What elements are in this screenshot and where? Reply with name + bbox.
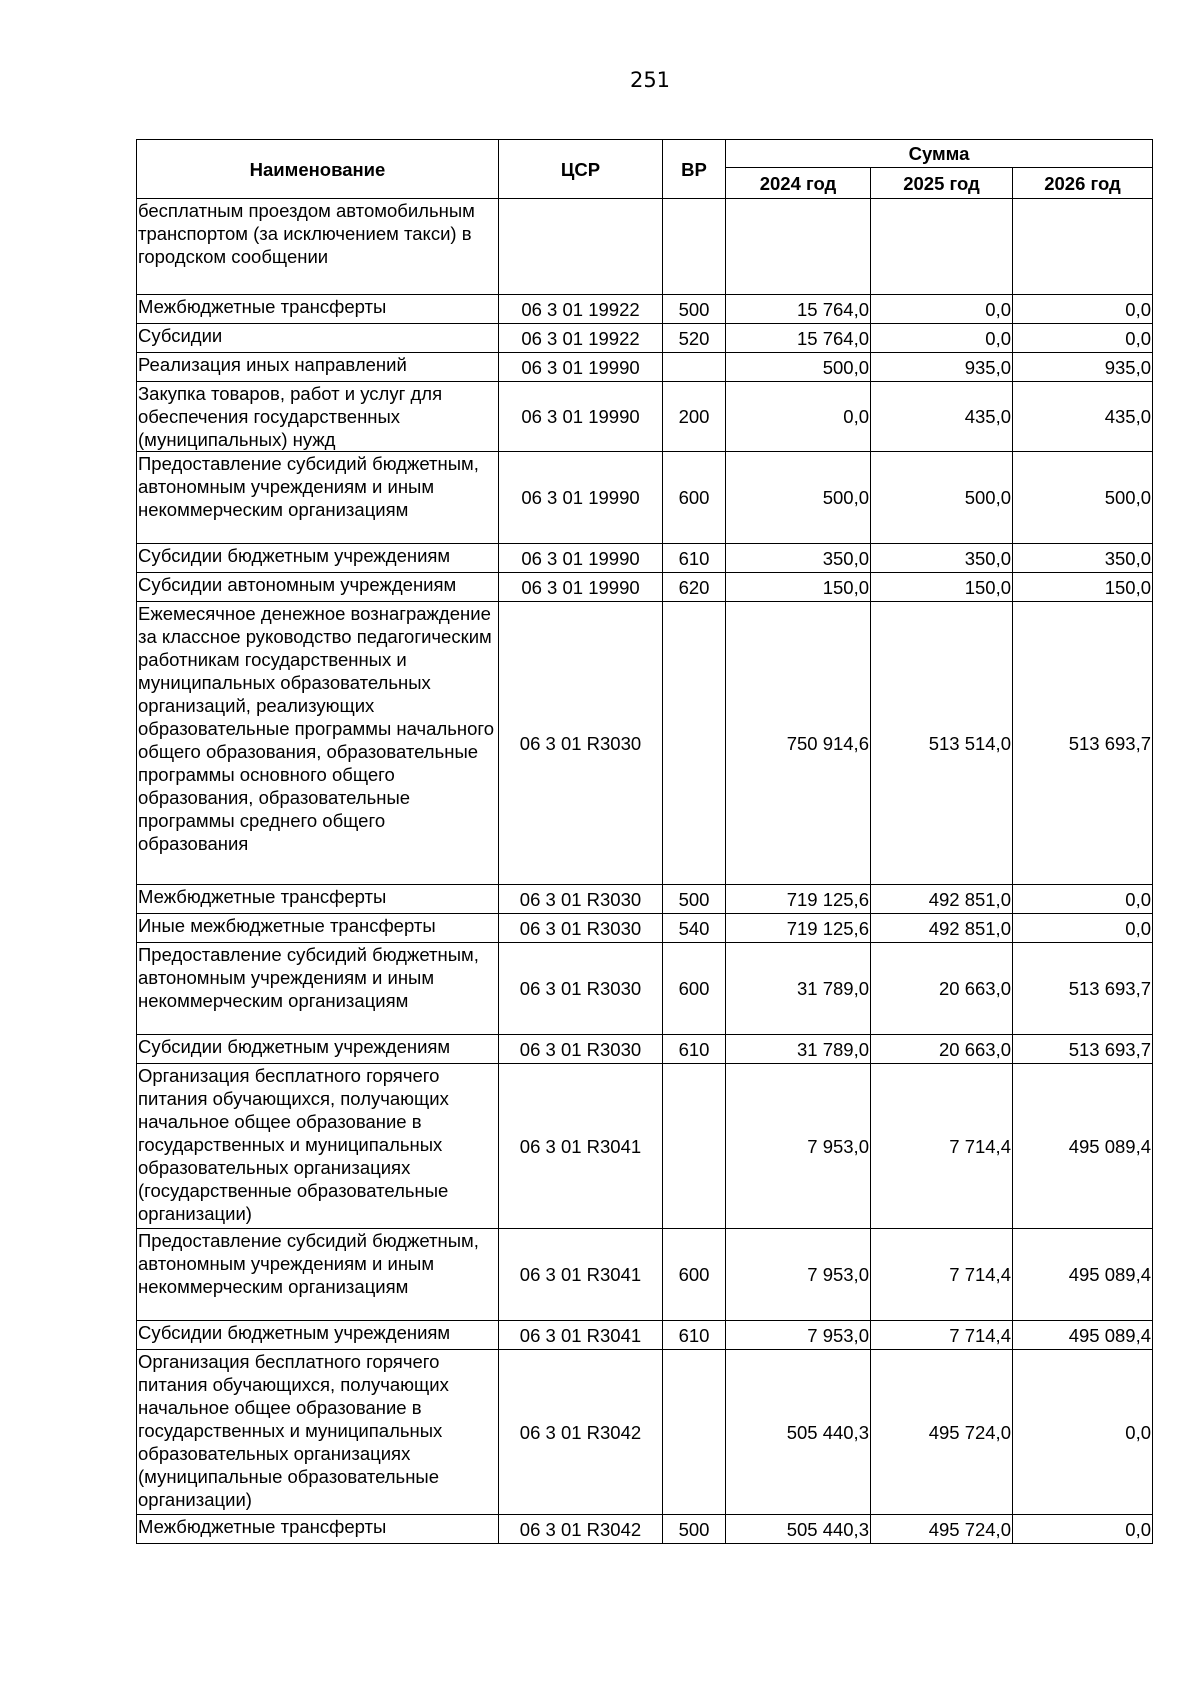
row-amount-2025: 0,0 [871, 295, 1013, 324]
row-name: бесплатным проездом автомобильным транспортом (за исключением такси) в городском сообщении [137, 199, 499, 295]
table-row [137, 1035, 1153, 1064]
row-amount-2026: 500,0 [1013, 452, 1153, 544]
row-amount-2025: 495 724,0 [871, 1515, 1013, 1544]
row-vr [663, 199, 726, 295]
row-amount-2026: 0,0 [1013, 1350, 1153, 1515]
row-amount-2024: 150,0 [726, 573, 871, 602]
row-amount-2024: 31 789,0 [726, 1035, 871, 1064]
row-name: Субсидии бюджетным учреждениям [137, 544, 499, 573]
row-amount-2025: 513 514,0 [871, 602, 1013, 885]
row-name: Межбюджетные трансферты [137, 295, 499, 324]
table-row [137, 452, 1153, 544]
row-name: Организация бесплатного горячего питания обучающихся, получающих начальное общее образование в государственных и муниципальных образовательных организациях (государственные образовательные организации) [137, 1064, 499, 1229]
row-csr: 06 3 01 19922 [499, 295, 663, 324]
row-csr: 06 3 01 19990 [499, 353, 663, 382]
row-amount-2026: 435,0 [1013, 382, 1153, 452]
row-vr: 500 [663, 1515, 726, 1544]
row-amount-2025 [871, 199, 1013, 295]
row-amount-2024: 350,0 [726, 544, 871, 573]
row-vr: 620 [663, 573, 726, 602]
row-name: Субсидии [137, 324, 499, 353]
row-amount-2025: 935,0 [871, 353, 1013, 382]
row-amount-2025: 495 724,0 [871, 1350, 1013, 1515]
table-row [137, 943, 1153, 1035]
row-amount-2025: 492 851,0 [871, 885, 1013, 914]
table-row [137, 1321, 1153, 1350]
row-amount-2025: 500,0 [871, 452, 1013, 544]
row-vr [663, 602, 726, 885]
table-row [137, 885, 1153, 914]
row-amount-2026: 495 089,4 [1013, 1229, 1153, 1321]
row-amount-2026: 495 089,4 [1013, 1064, 1153, 1229]
row-amount-2024: 505 440,3 [726, 1515, 871, 1544]
row-amount-2024: 500,0 [726, 353, 871, 382]
header-year-2025: 2025 год [871, 168, 1013, 199]
header-csr: ЦСР [499, 140, 663, 199]
table-row [137, 324, 1153, 353]
row-amount-2026: 0,0 [1013, 295, 1153, 324]
row-amount-2025: 150,0 [871, 573, 1013, 602]
row-amount-2026: 0,0 [1013, 324, 1153, 353]
row-vr: 520 [663, 324, 726, 353]
row-amount-2025: 20 663,0 [871, 943, 1013, 1035]
row-csr: 06 3 01 19990 [499, 573, 663, 602]
table-row [137, 1229, 1153, 1321]
row-csr: 06 3 01 19922 [499, 324, 663, 353]
row-csr: 06 3 01 19990 [499, 452, 663, 544]
row-csr [499, 199, 663, 295]
row-vr: 610 [663, 1321, 726, 1350]
row-csr: 06 3 01 19990 [499, 382, 663, 452]
row-amount-2026: 150,0 [1013, 573, 1153, 602]
row-name: Организация бесплатного горячего питания обучающихся, получающих начальное общее образование в государственных и муниципальных образовательных организациях (муниципальные образовательные организации) [137, 1350, 499, 1515]
row-csr: 06 3 01 R3041 [499, 1064, 663, 1229]
row-amount-2024: 31 789,0 [726, 943, 871, 1035]
row-vr: 600 [663, 1229, 726, 1321]
row-csr: 06 3 01 R3030 [499, 914, 663, 943]
row-amount-2026: 935,0 [1013, 353, 1153, 382]
row-csr: 06 3 01 R3042 [499, 1515, 663, 1544]
row-vr: 610 [663, 544, 726, 573]
row-name: Межбюджетные трансферты [137, 1515, 499, 1544]
table-row [137, 1515, 1153, 1544]
row-amount-2025: 435,0 [871, 382, 1013, 452]
row-csr: 06 3 01 R3030 [499, 602, 663, 885]
row-vr: 540 [663, 914, 726, 943]
page-number: 251 [629, 68, 671, 92]
header-year-2026: 2026 год [1013, 168, 1153, 199]
row-amount-2024: 719 125,6 [726, 914, 871, 943]
row-amount-2024: 719 125,6 [726, 885, 871, 914]
row-csr: 06 3 01 R3041 [499, 1321, 663, 1350]
row-vr: 200 [663, 382, 726, 452]
row-name: Субсидии автономным учреждениям [137, 573, 499, 602]
row-vr: 610 [663, 1035, 726, 1064]
row-vr [663, 1064, 726, 1229]
budget-table [136, 139, 1153, 1544]
row-amount-2026: 513 693,7 [1013, 943, 1153, 1035]
row-name: Предоставление субсидий бюджетным, автономным учреждениям и иным некоммерческим организациям [137, 943, 499, 1035]
row-amount-2025: 350,0 [871, 544, 1013, 573]
row-amount-2024: 750 914,6 [726, 602, 871, 885]
table-row [137, 295, 1153, 324]
table-row [137, 1064, 1153, 1229]
header-row-top [137, 140, 1153, 168]
row-amount-2025: 492 851,0 [871, 914, 1013, 943]
row-name: Ежемесячное денежное вознаграждение за классное руководство педагогическим работникам государственных и муниципальных образовательных организаций, реализующих образовательные программы начального общего образования, образовательные программы основного общего образования, образовательные программы среднего общего образования [137, 602, 499, 885]
row-name: Предоставление субсидий бюджетным, автономным учреждениям и иным некоммерческим организациям [137, 452, 499, 544]
row-csr: 06 3 01 19990 [499, 544, 663, 573]
row-amount-2026: 0,0 [1013, 885, 1153, 914]
row-amount-2024 [726, 199, 871, 295]
row-vr: 500 [663, 885, 726, 914]
row-name: Закупка товаров, работ и услуг для обеспечения государственных (муниципальных) нужд [137, 382, 499, 452]
row-vr [663, 1350, 726, 1515]
row-name: Иные межбюджетные трансферты [137, 914, 499, 943]
row-amount-2026 [1013, 199, 1153, 295]
table-body [137, 199, 1153, 1544]
row-amount-2026: 0,0 [1013, 914, 1153, 943]
row-vr [663, 353, 726, 382]
table-row [137, 573, 1153, 602]
row-amount-2026: 0,0 [1013, 1515, 1153, 1544]
row-amount-2026: 513 693,7 [1013, 1035, 1153, 1064]
row-amount-2024: 7 953,0 [726, 1064, 871, 1229]
row-csr: 06 3 01 R3041 [499, 1229, 663, 1321]
row-amount-2024: 505 440,3 [726, 1350, 871, 1515]
row-vr: 600 [663, 943, 726, 1035]
row-name: Субсидии бюджетным учреждениям [137, 1321, 499, 1350]
table-row [137, 1350, 1153, 1515]
table-row [137, 914, 1153, 943]
row-amount-2026: 350,0 [1013, 544, 1153, 573]
row-amount-2024: 500,0 [726, 452, 871, 544]
row-amount-2024: 15 764,0 [726, 295, 871, 324]
row-name: Реализация иных направлений [137, 353, 499, 382]
header-sum: Сумма [726, 140, 1153, 168]
row-name: Межбюджетные трансферты [137, 885, 499, 914]
row-amount-2025: 7 714,4 [871, 1064, 1013, 1229]
row-vr: 600 [663, 452, 726, 544]
header-year-2024: 2024 год [726, 168, 871, 199]
row-amount-2026: 513 693,7 [1013, 602, 1153, 885]
row-csr: 06 3 01 R3030 [499, 943, 663, 1035]
row-name: Предоставление субсидий бюджетным, автономным учреждениям и иным некоммерческим организациям [137, 1229, 499, 1321]
row-amount-2025: 7 714,4 [871, 1229, 1013, 1321]
row-csr: 06 3 01 R3030 [499, 885, 663, 914]
row-amount-2025: 0,0 [871, 324, 1013, 353]
row-csr: 06 3 01 R3030 [499, 1035, 663, 1064]
row-amount-2024: 7 953,0 [726, 1321, 871, 1350]
row-amount-2024: 0,0 [726, 382, 871, 452]
table-row [137, 544, 1153, 573]
row-name: Субсидии бюджетным учреждениям [137, 1035, 499, 1064]
row-amount-2024: 15 764,0 [726, 324, 871, 353]
header-vr: ВР [663, 140, 726, 199]
row-vr: 500 [663, 295, 726, 324]
row-amount-2024: 7 953,0 [726, 1229, 871, 1321]
row-csr: 06 3 01 R3042 [499, 1350, 663, 1515]
row-amount-2025: 20 663,0 [871, 1035, 1013, 1064]
table-row [137, 382, 1153, 452]
row-amount-2025: 7 714,4 [871, 1321, 1013, 1350]
header-name: Наименование [137, 140, 499, 199]
row-amount-2026: 495 089,4 [1013, 1321, 1153, 1350]
table-row [137, 353, 1153, 382]
table-row [137, 199, 1153, 295]
table-row [137, 602, 1153, 885]
